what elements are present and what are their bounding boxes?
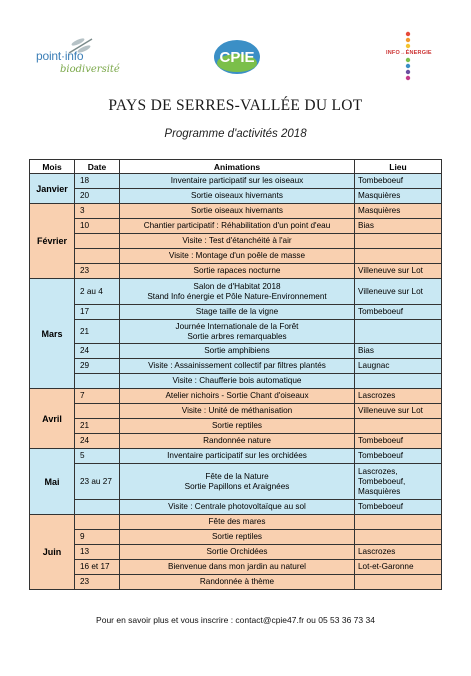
animation-line: Salon de d'Habitat 2018 <box>193 281 281 291</box>
table-row <box>30 575 442 590</box>
header-animations: Animations <box>120 160 355 174</box>
lieu-line: Tombeboeuf <box>358 307 404 316</box>
animation-line: Bienvenue dans mon jardin au naturel <box>168 562 306 571</box>
lieu-cell <box>355 464 442 500</box>
animation-cell <box>120 374 355 389</box>
animation-line: Sortie arbres remarquables <box>187 331 287 341</box>
animation-line: Visite : Chaufferie bois automatique <box>172 376 302 385</box>
table-header-row <box>30 160 442 174</box>
animation-cell <box>120 575 355 590</box>
animation-cell <box>120 464 355 500</box>
table-row <box>30 219 442 234</box>
header-date: Date <box>75 160 120 174</box>
animation-line: Stand Info énergie et Pôle Nature-Environnement <box>147 291 327 301</box>
animation-line: Inventaire participatif sur les oiseaux <box>170 176 304 185</box>
lieu-cell <box>355 560 442 575</box>
table-row <box>30 264 442 279</box>
month-cell: Mai <box>30 449 75 515</box>
lieu-cell <box>355 344 442 359</box>
lieu-line: Lascrozes <box>358 391 396 400</box>
animation-line: Visite : Assainissement collectif par filtres plantés <box>148 361 326 370</box>
animation-cell <box>120 189 355 204</box>
lieu-cell <box>355 264 442 279</box>
header-mois: Mois <box>30 160 75 174</box>
animation-line: Sortie Papillons et Araignées <box>184 481 290 491</box>
info-energie-text: INFO→ÉNERGIE <box>386 50 432 56</box>
animation-line: Visite : Unité de méthanisation <box>181 406 293 415</box>
table-row <box>30 249 442 264</box>
date-cell: 29 <box>75 359 120 374</box>
animation-cell <box>120 500 355 515</box>
animation-cell <box>120 449 355 464</box>
animation-line: Fête des mares <box>208 517 266 526</box>
table-row <box>30 189 442 204</box>
table-row <box>30 320 442 344</box>
animation-cell <box>120 219 355 234</box>
lieu-cell <box>355 249 442 264</box>
lieu-line: Lot-et-Garonne <box>358 562 414 571</box>
date-cell: 18 <box>75 174 120 189</box>
lieu-cell <box>355 500 442 515</box>
animation-cell <box>120 389 355 404</box>
date-cell: 2 au 4 <box>75 279 120 305</box>
month-cell: Février <box>30 204 75 279</box>
animation-line: Stage taille de la vigne <box>195 307 279 316</box>
date-cell <box>75 500 120 515</box>
date-cell: 24 <box>75 344 120 359</box>
lieu-cell <box>355 530 442 545</box>
cpie-logo <box>212 38 262 76</box>
activities-table <box>29 159 442 590</box>
date-cell: 20 <box>75 189 120 204</box>
animation-line: Visite : Montage d'un poêle de masse <box>168 251 306 260</box>
table-row <box>30 464 442 500</box>
energy-dots-icon <box>380 30 440 90</box>
animation-cell <box>120 249 355 264</box>
animation-line: Inventaire participatif sur les orchidées <box>167 451 307 460</box>
table-row <box>30 359 442 374</box>
animation-cell <box>120 174 355 189</box>
animation-cell <box>120 204 355 219</box>
lieu-line: Lascrozes, <box>358 466 398 476</box>
animation-line: Atelier nichoirs - Sortie Chant d'oiseaux <box>165 391 309 400</box>
date-cell: 5 <box>75 449 120 464</box>
table-row <box>30 530 442 545</box>
date-cell: 7 <box>75 389 120 404</box>
point-info-biodiversite-logo <box>28 36 120 86</box>
lieu-cell <box>355 320 442 344</box>
lieu-cell <box>355 419 442 434</box>
animation-line: Sortie rapaces nocturne <box>193 266 281 275</box>
page-subtitle: Programme d'activités 2018 <box>164 128 307 140</box>
animation-line: Sortie oiseaux hivernants <box>191 191 283 200</box>
date-cell: 23 <box>75 575 120 590</box>
animation-cell <box>120 530 355 545</box>
lieu-line: Tombeboeuf, <box>358 476 406 486</box>
lieu-line: Bias <box>358 221 374 230</box>
date-cell: 16 et 17 <box>75 560 120 575</box>
animation-line: Randonnée à thème <box>199 577 275 586</box>
lieu-line: Lascrozes <box>358 547 396 556</box>
logo-point-info-text: point·info <box>36 49 84 63</box>
animation-cell <box>120 320 355 344</box>
lieu-line: Villeneuve sur Lot <box>358 406 423 415</box>
animation-line: Sortie amphibiens <box>204 346 270 355</box>
lieu-cell <box>355 575 442 590</box>
footer-contact: Pour en savoir plus et vous inscrire : contact@cpie47.fr ou 05 53 36 73 34 <box>96 615 375 625</box>
lieu-cell <box>355 279 442 305</box>
animation-cell <box>120 515 355 530</box>
table-row <box>30 344 442 359</box>
month-cell: Juin <box>30 515 75 590</box>
date-cell: 3 <box>75 204 120 219</box>
table-row <box>30 389 442 404</box>
lieu-line: Tombeboeuf <box>358 451 404 460</box>
animation-cell <box>120 545 355 560</box>
lieu-cell <box>355 204 442 219</box>
date-cell: 17 <box>75 305 120 320</box>
animation-line: Chantier participatif : Réhabilitation d'un point d'eau <box>143 221 331 230</box>
table-row <box>30 279 442 305</box>
date-cell: 21 <box>75 419 120 434</box>
lieu-cell <box>355 545 442 560</box>
lieu-line: Tombeboeuf <box>358 436 404 445</box>
lieu-cell <box>355 515 442 530</box>
header-lieu: Lieu <box>355 160 442 174</box>
month-cell: Janvier <box>30 174 75 204</box>
date-cell <box>75 374 120 389</box>
date-cell: 21 <box>75 320 120 344</box>
date-cell: 24 <box>75 434 120 449</box>
lieu-line: Villeneuve sur Lot <box>358 286 423 296</box>
lieu-cell <box>355 359 442 374</box>
animation-cell <box>120 560 355 575</box>
animation-cell <box>120 434 355 449</box>
cpie-logo-text: CPIE <box>219 49 255 66</box>
lieu-line: Laugnac <box>358 361 390 370</box>
table-row <box>30 234 442 249</box>
lieu-cell <box>355 189 442 204</box>
table-row <box>30 374 442 389</box>
animation-line: Sortie Orchidées <box>206 547 268 556</box>
lieu-cell <box>355 174 442 189</box>
animation-cell <box>120 404 355 419</box>
lieu-cell <box>355 234 442 249</box>
table-row <box>30 500 442 515</box>
animation-line: Sortie oiseaux hivernants <box>191 206 283 215</box>
animation-cell <box>120 279 355 305</box>
date-cell <box>75 234 120 249</box>
table-row <box>30 545 442 560</box>
lieu-cell <box>355 449 442 464</box>
animation-line: Visite : Test d'étanchéité à l'air <box>182 236 292 245</box>
date-cell: 23 au 27 <box>75 464 120 500</box>
lieu-line: Masquières <box>358 486 401 496</box>
table-row <box>30 174 442 189</box>
animation-line: Visite : Centrale photovoltaïque au sol <box>168 502 306 511</box>
table-row <box>30 434 442 449</box>
animation-cell <box>120 234 355 249</box>
lieu-cell <box>355 404 442 419</box>
date-cell: 10 <box>75 219 120 234</box>
animation-line: Sortie reptiles <box>211 421 263 430</box>
date-cell: 23 <box>75 264 120 279</box>
lieu-cell <box>355 434 442 449</box>
animation-line: Sortie reptiles <box>211 532 263 541</box>
info-energie-logo <box>380 30 440 90</box>
date-cell <box>75 249 120 264</box>
table-row <box>30 419 442 434</box>
animation-cell <box>120 305 355 320</box>
table-row <box>30 515 442 530</box>
lieu-line: Masquières <box>358 191 401 200</box>
date-cell <box>75 515 120 530</box>
table-row <box>30 560 442 575</box>
animation-line: Fête de la Nature <box>205 471 269 481</box>
lieu-cell <box>355 374 442 389</box>
animation-cell <box>120 344 355 359</box>
lieu-line: Masquières <box>358 206 401 215</box>
animation-cell <box>120 419 355 434</box>
lieu-cell <box>355 305 442 320</box>
animation-line: Journée Internationale de la Forêt <box>175 321 299 331</box>
lieu-cell <box>355 389 442 404</box>
lieu-cell <box>355 219 442 234</box>
lieu-line: Villeneuve sur Lot <box>358 266 423 275</box>
date-cell: 9 <box>75 530 120 545</box>
logo-biodiversite-text: biodiversité <box>60 64 120 75</box>
date-cell: 13 <box>75 545 120 560</box>
table-row <box>30 449 442 464</box>
lieu-line: Tombeboeuf <box>358 502 404 511</box>
page-title: PAYS DE SERRES-VALLÉE DU LOT <box>108 97 363 114</box>
month-cell: Mars <box>30 279 75 389</box>
animation-cell <box>120 359 355 374</box>
table-row <box>30 204 442 219</box>
lieu-line: Tombeboeuf <box>358 176 404 185</box>
table-row <box>30 305 442 320</box>
animation-cell <box>120 264 355 279</box>
lieu-line: Bias <box>358 346 374 355</box>
month-cell: Avril <box>30 389 75 449</box>
animation-line: Randonnée nature <box>203 436 271 445</box>
date-cell <box>75 404 120 419</box>
table-row <box>30 404 442 419</box>
